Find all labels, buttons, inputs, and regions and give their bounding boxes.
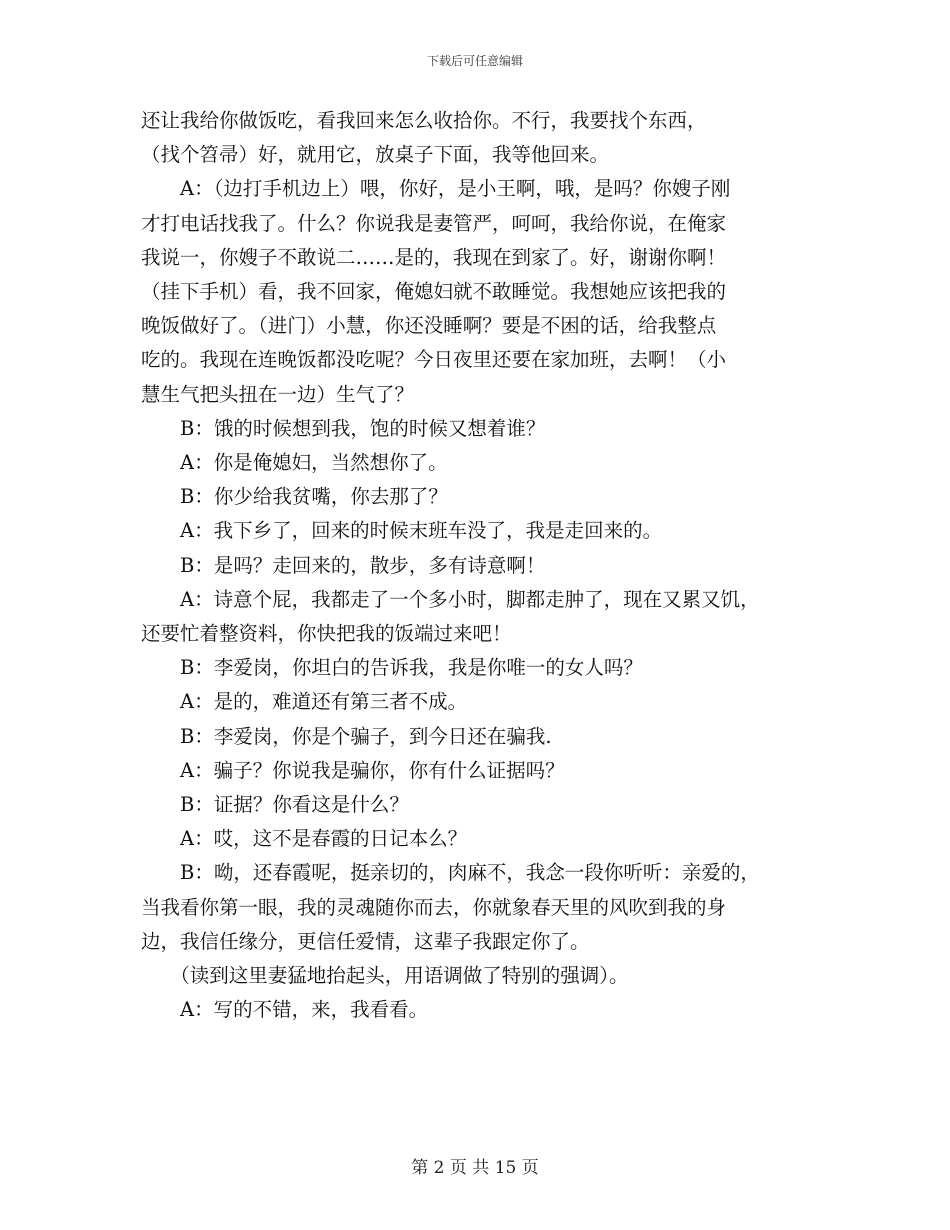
text-line: （挂下手机）看，我不回家，俺媳妇就不敢睡觉。我想她应该把我的 <box>141 280 727 304</box>
text-line: A：骗子？你说我是骗你，你有什么证据吗？ <box>141 758 565 782</box>
text-line: （找个笤帚）好，就用它，放桌子下面，我等他回来。 <box>141 143 610 167</box>
text-line: 当我看你第一眼，我的灵魂随你而去，你就象春天里的风吹到我的身 <box>141 895 727 919</box>
document-body <box>141 104 821 1027</box>
text-line: B：是吗？走回来的，散步，多有诗意啊！ <box>141 553 546 577</box>
text-line: A：哎，这不是春霞的日记本么？ <box>141 827 468 851</box>
text-line: 慧生气把头扭在一边）生气了？ <box>141 382 415 406</box>
text-line: 还让我给你做饭吃，看我回来怎么收拾你。不行，我要找个东西， <box>141 109 707 132</box>
text-line: A：我下乡了，回来的时候末班车没了，我是走回来的。 <box>141 519 663 543</box>
text-line: B：呦，还春霞呢，挺亲切的，肉麻不，我念一段你听听：亲爱的， <box>141 861 760 885</box>
text-line: A：诗意个屁，我都走了一个多小时，脚都走肿了，现在又累又饥， <box>141 587 760 611</box>
page-header-note: 下载后可任意编辑 <box>426 54 523 68</box>
text-line: B：你少给我贫嘴，你去那了？ <box>141 485 448 509</box>
text-line: 才打电话找我了。什么？你说我是妻管严，呵呵，我给你说，在俺家 <box>141 211 727 235</box>
text-line: B：证据？你看这是什么？ <box>141 793 409 817</box>
text-line: 我说一，你嫂子不敢说二……是的，我现在到家了。好，谢谢你啊！ <box>141 245 727 269</box>
text-line: A：是的，难道还有第三者不成。 <box>141 690 468 714</box>
text-line: 边，我信任缘分，更信任爱情，这辈子我跟定你了。 <box>141 929 590 953</box>
text-line: B：李爱岗，你坦白的告诉我，我是你唯一的女人吗？ <box>141 656 643 680</box>
text-line: B：李爱岗，你是个骗子，到今日还在骗我. <box>141 724 552 748</box>
text-line: 吃的。我现在连晚饭都没吃呢？今日夜里还要在家加班，去啊！（小 <box>141 348 727 372</box>
text-line: A：（边打手机边上）喂，你好，是小王啊，哦，是吗？你嫂子刚 <box>141 177 731 201</box>
text-line: 晚饭做好了。（进门）小慧，你还没睡啊？要是不困的话，给我整点 <box>141 314 717 338</box>
text-line: A：写的不错，来，我看看。 <box>141 998 429 1022</box>
page-number-footer: 第 2 页 共 15 页 <box>411 1158 539 1178</box>
text-line: （读到这里妻猛地抬起头，用语调做了特别的强调）。 <box>141 964 629 988</box>
text-line: B：饿的时候想到我，饱的时候又想着谁？ <box>141 416 546 440</box>
text-line: A：你是俺媳妇，当然想你了。 <box>141 451 448 475</box>
text-line: 还要忙着整资料，你快把我的饭端过来吧！ <box>141 622 512 646</box>
